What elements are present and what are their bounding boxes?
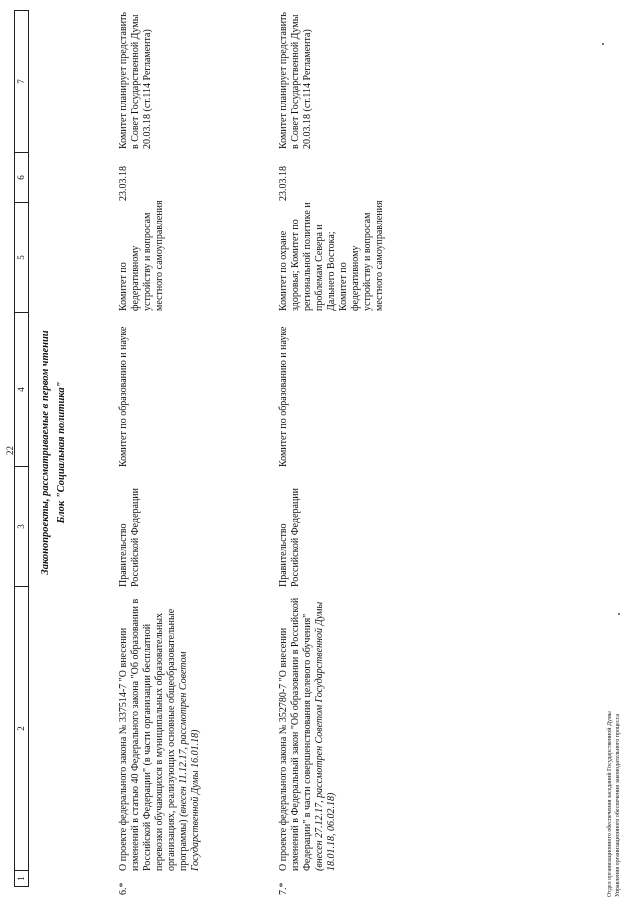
bill-title: О проекте федерального закона № 337514-7 "О внесении изменений в статью 40 Федерального закона "Об образовании в Российской Федерации" (в части организации бесплатной перевозки обучающихся в муниципальных образовательных организациях, реализующих основные общеобразовательные программы) [118,598,189,871]
column-number: 6 [15,153,29,203]
footer-line: Отдел организационного обеспечения заседаний Государственной Думы [607,711,613,897]
co-committees: Комитет по федеративному устройству и вопросам местного самоуправления [118,200,165,311]
footer [606,711,622,897]
scan-speck [602,43,604,45]
status: Комитет планирует представить в Совет Государственной Думы 20.03.18 (ст.114 Регламента) [118,12,153,149]
responsible-committee: Комитет по образованию и науке [278,326,289,467]
section-title: Законопроекты, рассматриваемые в первом чтении [40,330,51,575]
initiator: Правительство Российской Федерации [278,487,301,587]
column-number: 2 [15,587,29,871]
status: Комитет планирует представить в Совет Государственной Думы 20.03.18 (ст.114 Регламента) [278,12,313,149]
column-number: 7 [15,11,29,153]
column-number-header [14,10,29,887]
column-number: 3 [15,467,29,587]
column-number: 4 [15,313,29,467]
date: 23.03.18 [118,166,129,201]
co-committees: Комитет по охране здоровья; Комитет по региональной политике и проблемам Севера и Дальнего Востока; Комитет по федеративному устройству и вопросам местного самоуправления [278,200,385,311]
responsible-committee: Комитет по образованию и науке [118,326,129,467]
row-number: 7.* [278,882,289,895]
initiator: Правительство Российской Федерации [118,487,141,587]
column-number: 1 [15,871,29,887]
bill-description [118,589,202,871]
page-number: 22 [5,446,15,455]
bill-note: (внесен 11.12.17, рассмотрен Советом Государственной Думы 16.01.18) [178,651,201,871]
scan-speck [618,613,620,615]
footer-line: Управления организационного обеспечения законодательного процесса [615,713,621,897]
bill-note: (внесен 27.12.17, рассмотрен Советом Государственной Думы 18.01.18, 06.02.18) [314,601,337,871]
date: 23.03.18 [278,166,289,201]
row-number: 6.* [118,882,129,895]
bill-title: О проекте федерального закона № 352780-7 "О внесении изменений в Федеральный закон "Об образовании в Российской Федерации" в части совершенствования целевого обучения" [278,597,313,871]
bill-description [278,589,338,871]
block-title: Блок "Социальная политика" [56,381,67,524]
column-number: 5 [15,203,29,313]
